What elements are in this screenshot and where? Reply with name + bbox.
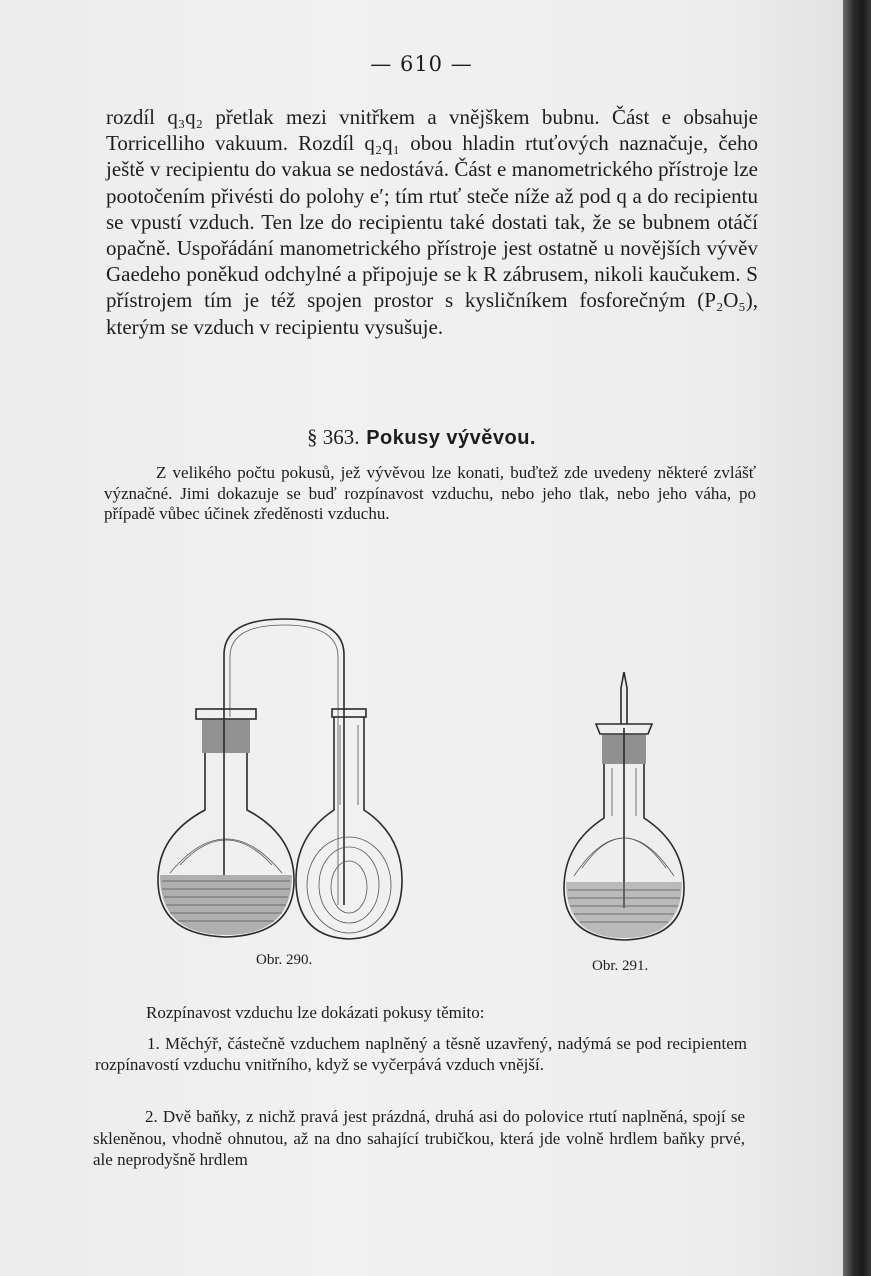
figure-291-flask — [560, 668, 690, 948]
book-spine-shadow — [843, 0, 871, 1276]
paragraph-experiment-1: 1. Měchýř, částečně vzduchem naplněný a těsně uzavřený, nadýmá se pod recipientem rozpínavostí vzduchu vnitřního, když se vyčerpává vzduch vnější. — [95, 1034, 747, 1074]
left-flask-lip — [196, 709, 256, 719]
right-flask-lip — [332, 709, 366, 717]
paragraph-expansion-intro: Rozpínavost vzduchu lze dokázati pokusy těmito: — [146, 1003, 485, 1022]
paragraph-experiment-2: 2. Dvě baňky, z nichž pravá jest prázdná, druhá asi do polovice rtutí naplněná, spojí se skleněnou, vhodně ohnutou, až na dno sahající trubičkou, která jde volně hrdlem baňky prvé, ale neprodyšně hrdlem — [93, 1107, 745, 1169]
paragraph-intro-experiments: Z velikého počtu pokusů, jež vývěvou lze konati, buďtež zde uvedeny některé zvlášť význačné. Jimi dokazuje se buď rozpínavost vzduchu, nebo jeho tlak, nebo jeho váha, po případě vůbec účinek zředěnosti vzduchu. — [104, 463, 756, 524]
pointed-tube-tip — [621, 672, 627, 724]
figure-290-caption: Obr. 290. — [256, 952, 313, 968]
section-number: § 363. — [307, 425, 360, 449]
section-heading — [0, 425, 843, 450]
page-number: — 610 — — [370, 52, 473, 76]
left-flask-ground-neck — [202, 719, 250, 753]
right-flask-body — [296, 717, 402, 939]
figure-291-caption: Obr. 291. — [592, 958, 649, 974]
bent-tube — [224, 619, 344, 905]
figure-290-two-flasks — [150, 605, 440, 950]
section-title: Pokusy vývěvou. — [366, 427, 536, 449]
paragraph-manometer: rozdíl q₃q₂ přetlak mezi vnitřkem a vnějškem bubnu. Část e obsahuje Torricelliho vakuum. Rozdíl q₂q₁ obou hladin rtuťových naznačuje, čeho ještě v recipientu do vakua se nedostává. Část e manometrického přístroje lze pootočením přivésti do polohy e′; tím rtuť steče níže až pod q a do recipientu se vpustí vzduch. Ten lze do recipientu také dostati tak, že se bubnem otáčí opačně. Uspořádání manometrického přístroje jest ostatně u novějších vývěv Gaedeho poněkud odchylné a připojuje se k R zábrusem, nikoli kaučukem. S přístrojem tím je též spojen prostor s kysličníkem fosforečným (P₂O₅), kterým se vzduch v recipientu vysušuje. — [106, 105, 758, 339]
